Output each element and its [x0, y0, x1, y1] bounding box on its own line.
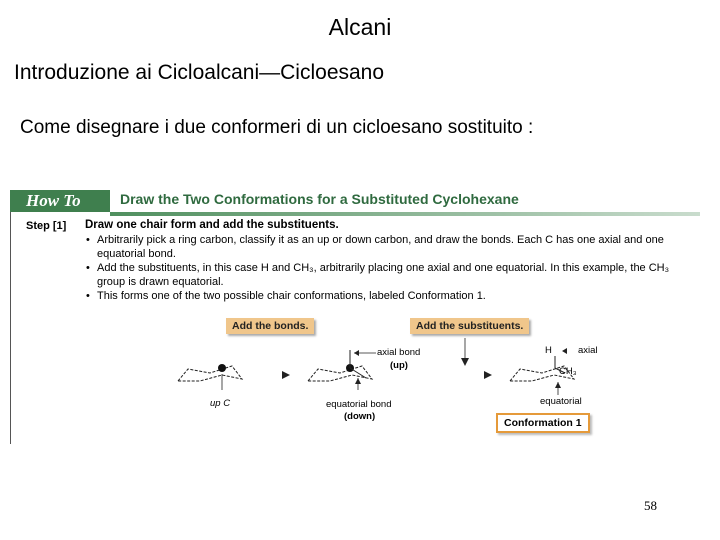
step-label: Step [1]	[26, 220, 67, 232]
step-bullet: • This forms one of the two possible chair conformations, labeled Conformation 1.	[85, 290, 690, 304]
how-to-figure	[10, 190, 690, 444]
axial-pointer	[562, 348, 567, 354]
equatorial-label: equatorial	[540, 396, 582, 407]
up-label: (up)	[390, 360, 408, 371]
step-arrow	[484, 371, 492, 379]
step-arrow	[461, 358, 469, 366]
chair-1	[178, 366, 242, 381]
step-bullet: • Arbitrarily pick a ring carbon, classify it as an up or down carbon, and draw the bonds. Each C has one axial and one equatorial bond.	[85, 234, 690, 261]
how-to-tab: How To	[10, 190, 110, 212]
add-substituents-tag: Add the substituents.	[410, 318, 529, 334]
axial-bond-label: axial bond	[377, 347, 421, 358]
add-bonds-tag: Add the bonds.	[226, 318, 314, 334]
slide-title: Alcani	[328, 14, 392, 40]
axial-label: axial	[578, 345, 598, 356]
up-c-label: up C	[210, 398, 231, 409]
equatorial-bond-label: equatorial bond	[326, 399, 392, 410]
step-arrow	[282, 371, 290, 379]
chair-2	[308, 366, 372, 381]
slide-subtitle: Introduzione ai Cicloalcani—Cicloesano	[14, 61, 385, 84]
conformation-1-tag: Conformation 1	[496, 413, 590, 433]
down-label: (down)	[344, 411, 376, 422]
step-main-text: Draw one chair form and add the substituents.	[85, 219, 339, 231]
page-number: 58	[644, 498, 657, 513]
slide-lead: Come disegnare i due conformeri di un cicloesano sostituito :	[20, 117, 534, 138]
h-label: H	[545, 345, 552, 356]
up-carbon-dot	[218, 364, 226, 372]
ch3-label: CH₃	[559, 366, 577, 377]
how-to-heading: Draw the Two Conformations for a Substituted Cyclohexane	[120, 191, 519, 207]
step-bullet: • Add the substituents, in this case H and CH₃, arbitrarily placing one axial and one equatorial. In this example, the CH₃ group is drawn equatorial.	[85, 262, 690, 289]
